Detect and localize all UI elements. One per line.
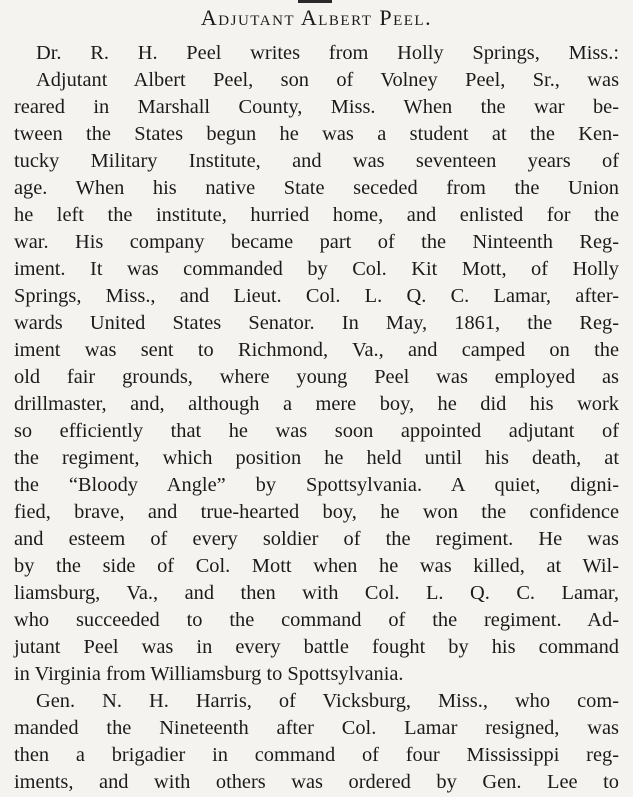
paragraph-line: iments, and with others was ordered by Gen. Lee to	[14, 771, 619, 793]
paragraph-line: war. His company became part of the Ninteenth Reg-	[14, 231, 619, 253]
paragraph-line: and esteem of every soldier of the regiment. He was	[14, 528, 619, 550]
paragraph-line: then a brigadier in command of four Mississippi reg-	[14, 744, 619, 766]
paragraph-line: Gen. N. H. Harris, of Vicksburg, Miss., who com-	[36, 690, 619, 712]
paragraph-line: old fair grounds, where young Peel was employed as	[14, 366, 619, 388]
paragraph-line: liamsburg, Va., and then with Col. L. Q. C. Lamar,	[14, 582, 619, 604]
paragraph-line: who succeeded to the command of the regiment. Ad-	[14, 609, 619, 631]
paragraph-line: tween the States begun he was a student at the Ken-	[14, 123, 619, 145]
paragraph-line: tucky Military Institute, and was seventeen years of	[14, 150, 619, 172]
paragraph-line: the “Bloody Angle” by Spottsylvania. A quiet, digni-	[14, 474, 619, 496]
paragraph-line: Adjutant Albert Peel, son of Volney Peel, Sr., was	[36, 69, 619, 91]
paragraph-line: reared in Marshall County, Miss. When the war be-	[14, 96, 619, 118]
paragraph-line: jutant Peel was in every battle fought by his command	[14, 636, 619, 658]
paragraph-line: manded the Nineteenth after Col. Lamar resigned, was	[14, 717, 619, 739]
paragraph-line: Springs, Miss., and Lieut. Col. L. Q. C. Lamar, after-	[14, 285, 619, 307]
paragraph-line: the regiment, which position he held until his death, at	[14, 447, 619, 469]
paragraph-line: wards United States Senator. In May, 1861, the Reg-	[14, 312, 619, 334]
paragraph-line: iment. It was commanded by Col. Kit Mott, of Holly	[14, 258, 619, 280]
paragraph-line: so efficiently that he was soon appointed adjutant of	[14, 420, 619, 442]
paragraph-line: he left the institute, hurried home, and enlisted for the	[14, 204, 619, 226]
paragraph-line: age. When his native State seceded from the Union	[14, 177, 619, 199]
paragraph-line: iment was sent to Richmond, Va., and camped on the	[14, 339, 619, 361]
paragraph-line: by the side of Col. Mott when he was killed, at Wil-	[14, 555, 619, 577]
paragraph-line: drillmaster, and, although a mere boy, he did his work	[14, 393, 619, 415]
article-title: Adjutant Albert Peel.	[200, 5, 433, 30]
paragraph-line: in Virginia from Williamsburg to Spottsylvania.	[14, 663, 404, 685]
page-top-rule	[298, 0, 332, 3]
paragraph-line: Dr. R. H. Peel writes from Holly Springs, Miss.:	[36, 42, 619, 64]
paragraph-line: fied, brave, and true-hearted boy, he won the confidence	[14, 501, 619, 523]
